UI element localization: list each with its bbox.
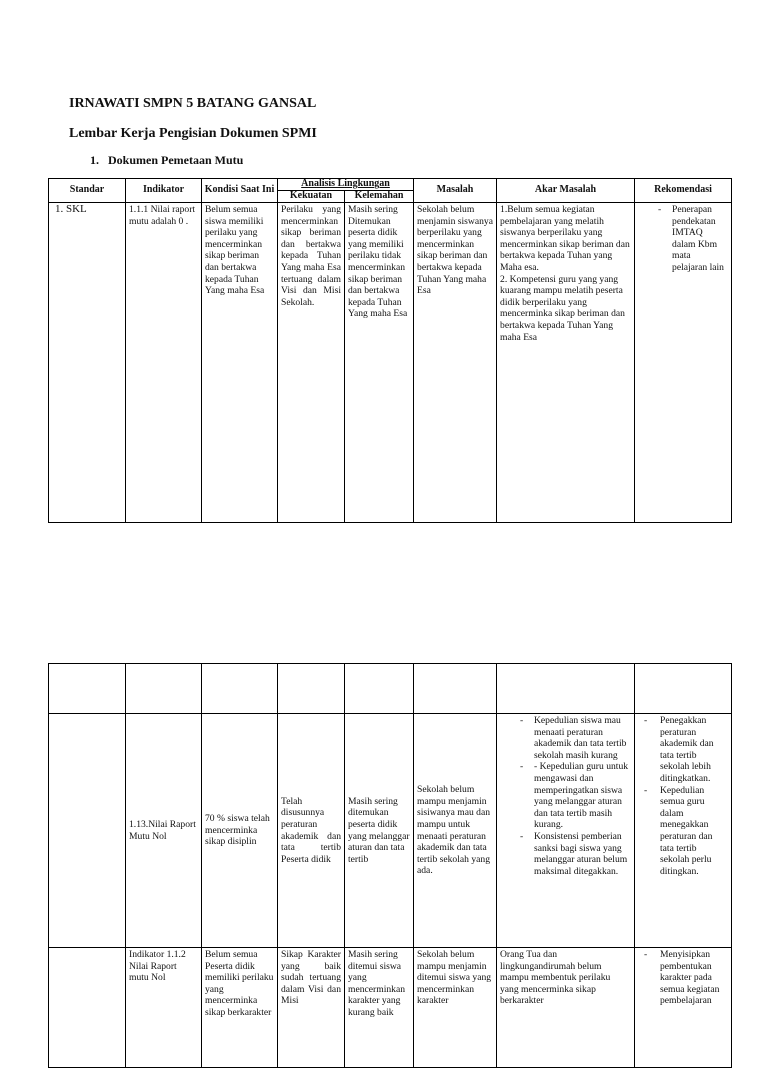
cell-kelemahan: Masih sering ditemukan peserta didik yang melanggar aturan dan tata tertib bbox=[345, 714, 414, 948]
section-title: Dokumen Pemetaan Mutu bbox=[108, 153, 244, 167]
header-akar: Akar Masalah bbox=[497, 179, 635, 203]
rekomendasi-item: - Menyisipkan pembentukan karakter pada semua kegiatan pembelajaran bbox=[638, 949, 728, 1007]
cell-kelemahan: Masih sering Ditemukan peserta didik yang memiliki perilaku tidak mencerminkan sikap beriman dan bertakwa kepada Tuhan Yang maha Esa bbox=[345, 203, 414, 523]
cell-kekuatan: Telah disusunnya peraturan akademik dan tata tertib Peserta didik bbox=[278, 714, 345, 948]
header-kekuatan: Kekuatan bbox=[278, 191, 345, 203]
section-heading bbox=[90, 153, 243, 168]
cell-indikator: 1.13.Nilai Raport Mutu Nol bbox=[126, 714, 202, 948]
rekomendasi-item: - Penegakkan peraturan akademik dan tata tertib sekolah lebih ditingkatkan. bbox=[638, 715, 728, 785]
cell-indikator: Indikator 1.1.2 Nilai Raport mutu Nol bbox=[126, 948, 202, 1068]
akar-item: - Kepedulian siswa mau menaati peraturan akademik dan tata tertib sekolah masih kurang bbox=[500, 715, 631, 761]
cell-kekuatan: Perilaku yang mencerminkan sikap beriman dan bertakwa kepada Tuhan Yang maha Esa tertuang dalam Visi dan Misi Sekolah. bbox=[278, 203, 345, 523]
header-analisis: Analisis Lingkungan bbox=[278, 179, 414, 191]
cell-akar bbox=[497, 203, 635, 523]
cell-akar bbox=[497, 714, 635, 948]
header-indikator: Indikator bbox=[126, 179, 202, 203]
akar-item: 1.Belum semua kegiatan pembelajaran yang melatih siswanya berperilaku yang mencerminkan sikap beriman dan bertakwa kepada Tuhan yang Maha esa. bbox=[500, 204, 630, 273]
cell-indikator: 1.1.1 Nilai raport mutu adalah 0 . bbox=[126, 203, 202, 523]
rekomendasi-item: - Kepedulian semua guru dalam menegakkan peraturan dan tata tertib sekolah perlu ditingkan. bbox=[638, 785, 728, 878]
cell-rekomendasi bbox=[635, 948, 732, 1068]
document-subtitle: Lembar Kerja Pengisian Dokumen SPMI bbox=[69, 126, 317, 141]
cell-kondisi: Belum semua Peserta didik memiliki perilaku yang mencerminka sikap berkarakter bbox=[202, 948, 278, 1068]
cell-kondisi: Belum semua siswa memiliki perilaku yang mencerminkan sikap beriman dan bertakwa kepada Tuhan Yang maha Esa bbox=[202, 203, 278, 523]
cell-standar: 1. SKL bbox=[49, 203, 126, 523]
akar-item: 2. Kompetensi guru yang yang kuarang mampu melatih peserta didik berperilaku yang mencerminka sikap beriman dan bertakwa kepada Tuhan Yang maha Esa bbox=[500, 273, 625, 343]
document-title: IRNAWATI SMPN 5 BATANG GANSAL bbox=[69, 96, 317, 111]
akar-item: - Konsistensi pemberian sanksi bagi siswa yang melanggar aturan belum maksimal ditegakkan. bbox=[500, 831, 631, 877]
cell-masalah: Sekolah belum mampu menjamin sisiwanya mau dan mampu untuk menaati peraturan akademik dan tata tertib sekolah yang ada. bbox=[414, 714, 497, 948]
cell-rekomendasi bbox=[635, 203, 732, 523]
cell-kekuatan: Sikap Karakter yang baik sudah tertuang dalam Visi dan Misi bbox=[278, 948, 345, 1068]
cell-kondisi: 70 % siswa telah mencerminka sikap disiplin bbox=[202, 714, 278, 948]
table-row bbox=[49, 714, 732, 948]
table-row bbox=[49, 664, 732, 714]
cell-masalah: Sekolah belum menjamin siswanya berperilaku yang mencerminkan sikap beriman dan bertakwa kepada Tuhan Yang maha Esa bbox=[414, 203, 497, 523]
pemetaan-mutu-table-continued bbox=[48, 663, 732, 1068]
cell-kelemahan: Masih sering ditemui siswa yang mencerminkan karakter yang kurang baik bbox=[345, 948, 414, 1068]
header-masalah: Masalah bbox=[414, 179, 497, 203]
rekomendasi-item: - Penerapan pendekatan IMTAQ dalam Kbm mata pelajaran lain bbox=[638, 204, 728, 274]
section-number: 1. bbox=[90, 153, 99, 167]
header-standar: Standar bbox=[49, 179, 126, 203]
table-row bbox=[49, 948, 732, 1068]
cell-rekomendasi bbox=[635, 714, 732, 948]
cell-masalah: Sekolah belum mampu menjamin ditemui siswa yang mencerminkan karakter bbox=[414, 948, 497, 1068]
pemetaan-mutu-table bbox=[48, 178, 732, 523]
header-rekomendasi: Rekomendasi bbox=[635, 179, 732, 203]
header-kondisi: Kondisi Saat Ini bbox=[202, 179, 278, 203]
cell-akar: Orang Tua dan lingkungandirumah belum mampu membentuk perilaku yang mencerminka sikap berkarakter bbox=[497, 948, 635, 1068]
table-row bbox=[49, 203, 732, 523]
akar-item: - - Kepedulian guru untuk mengawasi dan memperingatkan siswa yang melanggar aturan dan tata tertib masih kurang. bbox=[500, 761, 631, 831]
header-kelemahan: Kelemahan bbox=[345, 191, 414, 203]
